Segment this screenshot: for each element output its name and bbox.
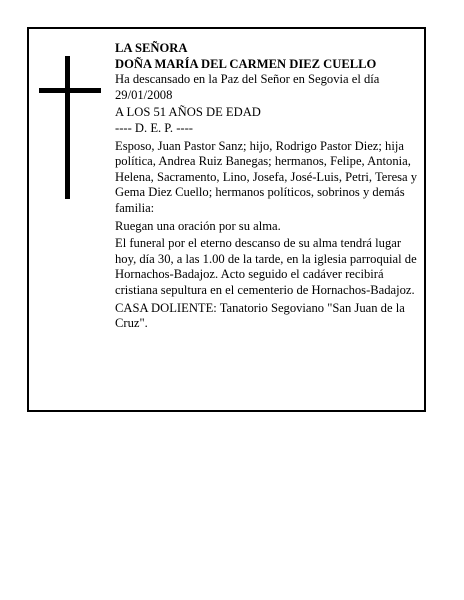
cross-vertical-bar [65, 56, 70, 199]
family-list: Esposo, Juan Pastor Sanz; hijo, Rodrigo Pastor Diez; hija política, Andrea Ruiz Banegas; hermanos, Felipe, Antonia, Helena, Sacramento, Lino, Josefa, José-Luis, Petri, Teresa y Gema Diez Cuello; hermanos políticos, sobrinos y demás familia: [115, 138, 418, 215]
mourning-house: CASA DOLIENTE: Tanatorio Segoviano "San Juan de la Cruz". [115, 300, 405, 331]
obituary-text [115, 41, 420, 332]
obituary-frame [27, 27, 426, 412]
prayer-request: Ruegan una oración por su alma. [115, 218, 281, 233]
cross-horizontal-bar [39, 88, 101, 93]
cross-icon [39, 56, 101, 199]
age-statement: A LOS 51 AÑOS DE EDAD [115, 105, 261, 120]
funeral-details: El funeral por el eterno descanso de su alma tendrá lugar hoy, día 30, a las 1.00 de la tarde, en la iglesia parroquial de Hornachos-Badajoz. Acto seguido el cadáver recibirá cristiana sepultura en el cementerio de Hornachos-Badajoz. [115, 236, 417, 297]
title-line-1: LA SEÑORA [115, 41, 188, 55]
rested-statement: Ha descansado en la Paz del Señor en Segovia el día 29/01/2008 [115, 72, 380, 102]
rip-line: ---- D. E. P. ---- [115, 120, 193, 135]
deceased-name: DOÑA MARÍA DEL CARMEN DIEZ CUELLO [115, 56, 377, 71]
